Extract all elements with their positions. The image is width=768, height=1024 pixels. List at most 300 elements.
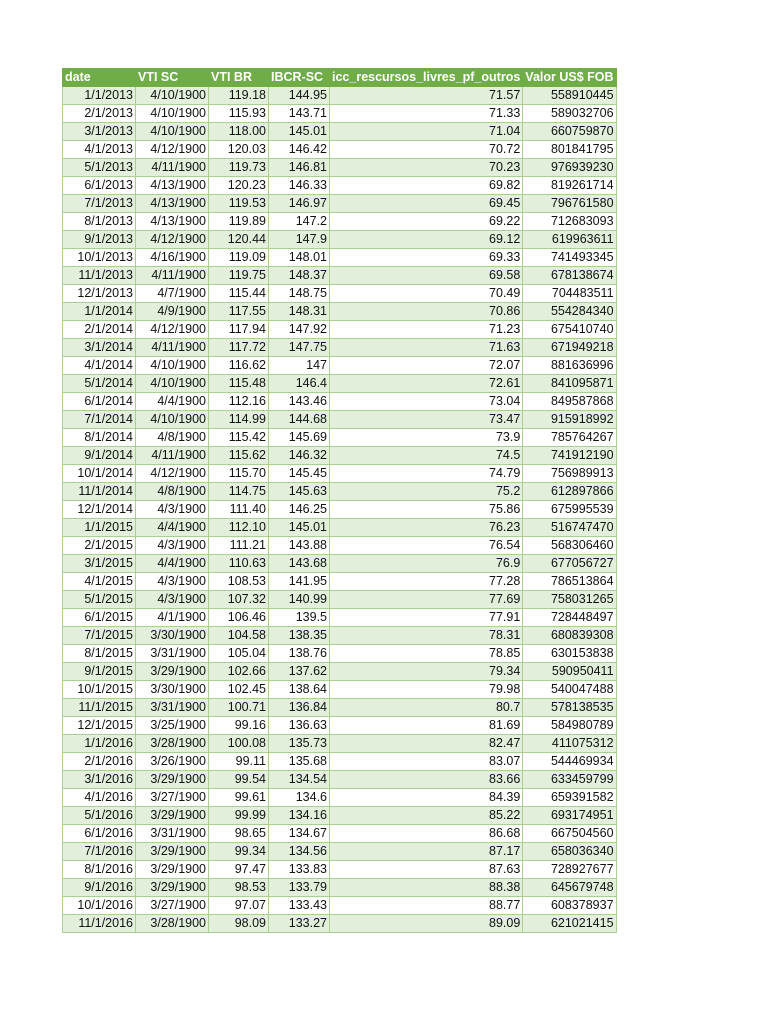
cell-date[interactable]: 1/1/2013 xyxy=(63,87,136,105)
cell-ibcr-sc[interactable]: 143.71 xyxy=(269,105,330,123)
cell-date[interactable]: 9/1/2016 xyxy=(63,879,136,897)
cell-icc[interactable]: 83.66 xyxy=(330,771,523,789)
cell-vti-sc[interactable]: 4/12/1900 xyxy=(136,231,209,249)
cell-vti-br[interactable]: 119.75 xyxy=(209,267,269,285)
cell-vti-br[interactable]: 98.53 xyxy=(209,879,269,897)
cell-valor-fob[interactable]: 819261714 xyxy=(523,177,616,195)
cell-vti-sc[interactable]: 3/29/1900 xyxy=(136,879,209,897)
cell-date[interactable]: 11/1/2015 xyxy=(63,699,136,717)
cell-vti-br[interactable]: 115.42 xyxy=(209,429,269,447)
cell-date[interactable]: 1/1/2015 xyxy=(63,519,136,537)
cell-vti-sc[interactable]: 4/10/1900 xyxy=(136,123,209,141)
cell-vti-br[interactable]: 116.62 xyxy=(209,357,269,375)
cell-icc[interactable]: 79.98 xyxy=(330,681,523,699)
cell-valor-fob[interactable]: 786513864 xyxy=(523,573,616,591)
cell-icc[interactable]: 78.31 xyxy=(330,627,523,645)
cell-valor-fob[interactable]: 881636996 xyxy=(523,357,616,375)
cell-vti-sc[interactable]: 3/27/1900 xyxy=(136,789,209,807)
cell-vti-sc[interactable]: 4/8/1900 xyxy=(136,429,209,447)
cell-date[interactable]: 1/1/2014 xyxy=(63,303,136,321)
cell-valor-fob[interactable]: 756989913 xyxy=(523,465,616,483)
cell-ibcr-sc[interactable]: 145.63 xyxy=(269,483,330,501)
cell-vti-br[interactable]: 120.23 xyxy=(209,177,269,195)
cell-date[interactable]: 7/1/2014 xyxy=(63,411,136,429)
cell-vti-br[interactable]: 114.75 xyxy=(209,483,269,501)
cell-valor-fob[interactable]: 678138674 xyxy=(523,267,616,285)
cell-vti-sc[interactable]: 4/3/1900 xyxy=(136,501,209,519)
cell-valor-fob[interactable]: 976939230 xyxy=(523,159,616,177)
cell-valor-fob[interactable]: 659391582 xyxy=(523,789,616,807)
cell-icc[interactable]: 75.86 xyxy=(330,501,523,519)
cell-date[interactable]: 3/1/2015 xyxy=(63,555,136,573)
cell-valor-fob[interactable]: 677056727 xyxy=(523,555,616,573)
cell-valor-fob[interactable]: 801841795 xyxy=(523,141,616,159)
cell-valor-fob[interactable]: 554284340 xyxy=(523,303,616,321)
cell-vti-sc[interactable]: 3/30/1900 xyxy=(136,627,209,645)
cell-ibcr-sc[interactable]: 146.81 xyxy=(269,159,330,177)
header-cell-vti-sc[interactable]: VTI SC xyxy=(136,69,209,87)
cell-vti-br[interactable]: 119.89 xyxy=(209,213,269,231)
table-row xyxy=(63,267,617,285)
cell-vti-sc[interactable]: 4/10/1900 xyxy=(136,105,209,123)
cell-date[interactable]: 3/1/2014 xyxy=(63,339,136,357)
cell-icc[interactable]: 76.23 xyxy=(330,519,523,537)
cell-date[interactable]: 1/1/2016 xyxy=(63,735,136,753)
cell-vti-br[interactable]: 112.16 xyxy=(209,393,269,411)
cell-date[interactable]: 12/1/2015 xyxy=(63,717,136,735)
cell-valor-fob[interactable]: 619963611 xyxy=(523,231,616,249)
cell-ibcr-sc[interactable]: 134.56 xyxy=(269,843,330,861)
cell-vti-sc[interactable]: 3/28/1900 xyxy=(136,915,209,933)
cell-valor-fob[interactable]: 540047488 xyxy=(523,681,616,699)
cell-date[interactable]: 12/1/2014 xyxy=(63,501,136,519)
cell-vti-sc[interactable]: 4/3/1900 xyxy=(136,591,209,609)
cell-vti-br[interactable]: 115.48 xyxy=(209,375,269,393)
cell-date[interactable]: 8/1/2016 xyxy=(63,861,136,879)
cell-vti-sc[interactable]: 3/26/1900 xyxy=(136,753,209,771)
cell-date[interactable]: 3/1/2013 xyxy=(63,123,136,141)
cell-date[interactable]: 6/1/2016 xyxy=(63,825,136,843)
cell-valor-fob[interactable]: 630153838 xyxy=(523,645,616,663)
table-row xyxy=(63,465,617,483)
cell-vti-sc[interactable]: 4/4/1900 xyxy=(136,519,209,537)
cell-vti-sc[interactable]: 4/12/1900 xyxy=(136,141,209,159)
cell-valor-fob[interactable]: 633459799 xyxy=(523,771,616,789)
cell-vti-br[interactable]: 115.62 xyxy=(209,447,269,465)
cell-icc[interactable]: 76.9 xyxy=(330,555,523,573)
cell-date[interactable]: 12/1/2013 xyxy=(63,285,136,303)
cell-vti-br[interactable]: 102.66 xyxy=(209,663,269,681)
cell-icc[interactable]: 69.45 xyxy=(330,195,523,213)
cell-vti-sc[interactable]: 4/11/1900 xyxy=(136,447,209,465)
cell-icc[interactable]: 71.33 xyxy=(330,105,523,123)
cell-ibcr-sc[interactable]: 146.42 xyxy=(269,141,330,159)
cell-vti-br[interactable]: 99.99 xyxy=(209,807,269,825)
cell-date[interactable]: 2/1/2015 xyxy=(63,537,136,555)
cell-date[interactable]: 8/1/2014 xyxy=(63,429,136,447)
cell-vti-br[interactable]: 99.16 xyxy=(209,717,269,735)
cell-vti-sc[interactable]: 4/1/1900 xyxy=(136,609,209,627)
cell-valor-fob[interactable]: 693174951 xyxy=(523,807,616,825)
cell-vti-sc[interactable]: 4/11/1900 xyxy=(136,339,209,357)
cell-icc[interactable]: 73.47 xyxy=(330,411,523,429)
cell-vti-br[interactable]: 108.53 xyxy=(209,573,269,591)
cell-ibcr-sc[interactable]: 148.31 xyxy=(269,303,330,321)
cell-valor-fob[interactable]: 584980789 xyxy=(523,717,616,735)
cell-valor-fob[interactable]: 671949218 xyxy=(523,339,616,357)
cell-date[interactable]: 6/1/2015 xyxy=(63,609,136,627)
header-cell-date[interactable]: date xyxy=(63,69,136,87)
cell-ibcr-sc[interactable]: 147 xyxy=(269,357,330,375)
cell-vti-br[interactable]: 105.04 xyxy=(209,645,269,663)
cell-icc[interactable]: 89.09 xyxy=(330,915,523,933)
cell-date[interactable]: 5/1/2016 xyxy=(63,807,136,825)
cell-icc[interactable]: 87.63 xyxy=(330,861,523,879)
cell-vti-sc[interactable]: 4/13/1900 xyxy=(136,177,209,195)
cell-icc[interactable]: 71.04 xyxy=(330,123,523,141)
cell-vti-sc[interactable]: 4/9/1900 xyxy=(136,303,209,321)
cell-ibcr-sc[interactable]: 134.67 xyxy=(269,825,330,843)
table-row xyxy=(63,159,617,177)
cell-ibcr-sc[interactable]: 147.75 xyxy=(269,339,330,357)
cell-date[interactable]: 7/1/2016 xyxy=(63,843,136,861)
cell-date[interactable]: 8/1/2015 xyxy=(63,645,136,663)
cell-vti-sc[interactable]: 4/10/1900 xyxy=(136,375,209,393)
cell-icc[interactable]: 77.91 xyxy=(330,609,523,627)
cell-date[interactable]: 9/1/2014 xyxy=(63,447,136,465)
cell-icc[interactable]: 77.28 xyxy=(330,573,523,591)
cell-vti-sc[interactable]: 3/27/1900 xyxy=(136,897,209,915)
cell-vti-br[interactable]: 99.54 xyxy=(209,771,269,789)
cell-vti-br[interactable]: 117.94 xyxy=(209,321,269,339)
cell-icc[interactable]: 70.72 xyxy=(330,141,523,159)
cell-valor-fob[interactable]: 675995539 xyxy=(523,501,616,519)
cell-ibcr-sc[interactable]: 136.63 xyxy=(269,717,330,735)
cell-ibcr-sc[interactable]: 133.27 xyxy=(269,915,330,933)
cell-vti-br[interactable]: 112.10 xyxy=(209,519,269,537)
cell-date[interactable]: 7/1/2015 xyxy=(63,627,136,645)
cell-icc[interactable]: 70.86 xyxy=(330,303,523,321)
cell-icc[interactable]: 88.77 xyxy=(330,897,523,915)
cell-vti-br[interactable]: 120.44 xyxy=(209,231,269,249)
cell-ibcr-sc[interactable]: 135.68 xyxy=(269,753,330,771)
cell-date[interactable]: 3/1/2016 xyxy=(63,771,136,789)
cell-icc[interactable]: 69.22 xyxy=(330,213,523,231)
cell-ibcr-sc[interactable]: 145.69 xyxy=(269,429,330,447)
table-row xyxy=(63,87,617,105)
cell-ibcr-sc[interactable]: 138.76 xyxy=(269,645,330,663)
cell-ibcr-sc[interactable]: 134.16 xyxy=(269,807,330,825)
cell-date[interactable]: 11/1/2016 xyxy=(63,915,136,933)
cell-vti-sc[interactable]: 4/12/1900 xyxy=(136,465,209,483)
cell-icc[interactable]: 75.2 xyxy=(330,483,523,501)
cell-valor-fob[interactable]: 658036340 xyxy=(523,843,616,861)
cell-vti-br[interactable]: 117.72 xyxy=(209,339,269,357)
table-row xyxy=(63,285,617,303)
cell-vti-sc[interactable]: 4/16/1900 xyxy=(136,249,209,267)
cell-date[interactable]: 7/1/2013 xyxy=(63,195,136,213)
cell-ibcr-sc[interactable]: 138.64 xyxy=(269,681,330,699)
cell-date[interactable]: 4/1/2014 xyxy=(63,357,136,375)
cell-ibcr-sc[interactable]: 144.68 xyxy=(269,411,330,429)
cell-date[interactable]: 10/1/2013 xyxy=(63,249,136,267)
cell-vti-sc[interactable]: 3/29/1900 xyxy=(136,807,209,825)
cell-ibcr-sc[interactable]: 148.01 xyxy=(269,249,330,267)
cell-date[interactable]: 4/1/2013 xyxy=(63,141,136,159)
header-cell-icc[interactable]: icc_rescursos_livres_pf_outros xyxy=(330,69,523,87)
header-cell-valor-fob[interactable]: Valor US$ FOB xyxy=(523,69,616,87)
cell-icc[interactable]: 84.39 xyxy=(330,789,523,807)
cell-vti-br[interactable]: 119.73 xyxy=(209,159,269,177)
header-cell-vti-br[interactable]: VTI BR xyxy=(209,69,269,87)
cell-icc[interactable]: 86.68 xyxy=(330,825,523,843)
cell-valor-fob[interactable]: 608378937 xyxy=(523,897,616,915)
cell-date[interactable]: 6/1/2014 xyxy=(63,393,136,411)
cell-valor-fob[interactable]: 741493345 xyxy=(523,249,616,267)
cell-ibcr-sc[interactable]: 146.33 xyxy=(269,177,330,195)
cell-ibcr-sc[interactable]: 133.43 xyxy=(269,897,330,915)
cell-icc[interactable]: 85.22 xyxy=(330,807,523,825)
cell-vti-sc[interactable]: 3/29/1900 xyxy=(136,771,209,789)
cell-vti-br[interactable]: 118.00 xyxy=(209,123,269,141)
cell-ibcr-sc[interactable]: 138.35 xyxy=(269,627,330,645)
cell-ibcr-sc[interactable]: 144.95 xyxy=(269,87,330,105)
cell-vti-br[interactable]: 115.44 xyxy=(209,285,269,303)
cell-ibcr-sc[interactable]: 146.32 xyxy=(269,447,330,465)
cell-date[interactable]: 2/1/2014 xyxy=(63,321,136,339)
cell-vti-br[interactable]: 119.09 xyxy=(209,249,269,267)
table-row xyxy=(63,177,617,195)
cell-icc[interactable]: 73.04 xyxy=(330,393,523,411)
cell-icc[interactable]: 82.47 xyxy=(330,735,523,753)
cell-vti-sc[interactable]: 4/13/1900 xyxy=(136,195,209,213)
cell-ibcr-sc[interactable]: 147.92 xyxy=(269,321,330,339)
table-row xyxy=(63,429,617,447)
cell-date[interactable]: 5/1/2014 xyxy=(63,375,136,393)
cell-icc[interactable]: 76.54 xyxy=(330,537,523,555)
cell-vti-br[interactable]: 106.46 xyxy=(209,609,269,627)
cell-icc[interactable]: 88.38 xyxy=(330,879,523,897)
cell-icc[interactable]: 78.85 xyxy=(330,645,523,663)
cell-vti-br[interactable]: 107.32 xyxy=(209,591,269,609)
cell-icc[interactable]: 73.9 xyxy=(330,429,523,447)
table-row xyxy=(63,645,617,663)
cell-icc[interactable]: 72.07 xyxy=(330,357,523,375)
cell-icc[interactable]: 83.07 xyxy=(330,753,523,771)
cell-vti-sc[interactable]: 4/10/1900 xyxy=(136,87,209,105)
cell-valor-fob[interactable]: 915918992 xyxy=(523,411,616,429)
cell-vti-sc[interactable]: 4/12/1900 xyxy=(136,321,209,339)
cell-vti-br[interactable]: 114.99 xyxy=(209,411,269,429)
cell-vti-br[interactable]: 97.47 xyxy=(209,861,269,879)
cell-icc[interactable]: 80.7 xyxy=(330,699,523,717)
cell-vti-sc[interactable]: 3/29/1900 xyxy=(136,843,209,861)
cell-valor-fob[interactable]: 680839308 xyxy=(523,627,616,645)
cell-ibcr-sc[interactable]: 141.95 xyxy=(269,573,330,591)
cell-date[interactable]: 2/1/2013 xyxy=(63,105,136,123)
cell-date[interactable]: 10/1/2015 xyxy=(63,681,136,699)
cell-valor-fob[interactable]: 849587868 xyxy=(523,393,616,411)
cell-ibcr-sc[interactable]: 146.25 xyxy=(269,501,330,519)
cell-icc[interactable]: 71.63 xyxy=(330,339,523,357)
cell-vti-br[interactable]: 117.55 xyxy=(209,303,269,321)
cell-vti-sc[interactable]: 4/11/1900 xyxy=(136,267,209,285)
cell-vti-sc[interactable]: 4/10/1900 xyxy=(136,357,209,375)
cell-icc[interactable]: 69.58 xyxy=(330,267,523,285)
cell-valor-fob[interactable]: 589032706 xyxy=(523,105,616,123)
cell-vti-sc[interactable]: 3/29/1900 xyxy=(136,663,209,681)
cell-vti-sc[interactable]: 4/3/1900 xyxy=(136,537,209,555)
cell-vti-sc[interactable]: 3/31/1900 xyxy=(136,825,209,843)
cell-ibcr-sc[interactable]: 145.01 xyxy=(269,123,330,141)
cell-vti-br[interactable]: 102.45 xyxy=(209,681,269,699)
cell-vti-br[interactable]: 97.07 xyxy=(209,897,269,915)
cell-ibcr-sc[interactable]: 145.01 xyxy=(269,519,330,537)
cell-date[interactable]: 5/1/2013 xyxy=(63,159,136,177)
cell-ibcr-sc[interactable]: 134.54 xyxy=(269,771,330,789)
cell-vti-br[interactable]: 119.18 xyxy=(209,87,269,105)
cell-icc[interactable]: 74.5 xyxy=(330,447,523,465)
cell-vti-br[interactable]: 98.09 xyxy=(209,915,269,933)
table-row xyxy=(63,537,617,555)
cell-vti-sc[interactable]: 4/10/1900 xyxy=(136,411,209,429)
cell-date[interactable]: 2/1/2016 xyxy=(63,753,136,771)
cell-valor-fob[interactable]: 785764267 xyxy=(523,429,616,447)
cell-date[interactable]: 9/1/2015 xyxy=(63,663,136,681)
cell-icc[interactable]: 69.12 xyxy=(330,231,523,249)
cell-vti-sc[interactable]: 3/29/1900 xyxy=(136,861,209,879)
cell-vti-sc[interactable]: 4/4/1900 xyxy=(136,393,209,411)
cell-icc[interactable]: 70.23 xyxy=(330,159,523,177)
cell-ibcr-sc[interactable]: 133.79 xyxy=(269,879,330,897)
cell-ibcr-sc[interactable]: 147.2 xyxy=(269,213,330,231)
cell-icc[interactable]: 79.34 xyxy=(330,663,523,681)
cell-vti-sc[interactable]: 3/31/1900 xyxy=(136,645,209,663)
cell-valor-fob[interactable]: 758031265 xyxy=(523,591,616,609)
cell-vti-br[interactable]: 115.93 xyxy=(209,105,269,123)
cell-ibcr-sc[interactable]: 145.45 xyxy=(269,465,330,483)
cell-valor-fob[interactable]: 645679748 xyxy=(523,879,616,897)
cell-vti-br[interactable]: 104.58 xyxy=(209,627,269,645)
cell-vti-br[interactable]: 99.61 xyxy=(209,789,269,807)
cell-vti-sc[interactable]: 4/4/1900 xyxy=(136,555,209,573)
header-cell-ibcr-sc[interactable]: IBCR-SC xyxy=(269,69,330,87)
cell-ibcr-sc[interactable]: 133.83 xyxy=(269,861,330,879)
cell-valor-fob[interactable]: 558910445 xyxy=(523,87,616,105)
cell-date[interactable]: 4/1/2015 xyxy=(63,573,136,591)
cell-valor-fob[interactable]: 728927677 xyxy=(523,861,616,879)
cell-ibcr-sc[interactable]: 148.75 xyxy=(269,285,330,303)
cell-vti-sc[interactable]: 3/31/1900 xyxy=(136,699,209,717)
cell-icc[interactable]: 69.82 xyxy=(330,177,523,195)
cell-valor-fob[interactable]: 578138535 xyxy=(523,699,616,717)
cell-valor-fob[interactable]: 660759870 xyxy=(523,123,616,141)
cell-icc[interactable]: 72.61 xyxy=(330,375,523,393)
cell-valor-fob[interactable]: 544469934 xyxy=(523,753,616,771)
cell-icc[interactable]: 87.17 xyxy=(330,843,523,861)
cell-valor-fob[interactable]: 728448497 xyxy=(523,609,616,627)
cell-ibcr-sc[interactable]: 148.37 xyxy=(269,267,330,285)
cell-vti-sc[interactable]: 3/30/1900 xyxy=(136,681,209,699)
cell-ibcr-sc[interactable]: 139.5 xyxy=(269,609,330,627)
cell-vti-br[interactable]: 100.08 xyxy=(209,735,269,753)
cell-ibcr-sc[interactable]: 136.84 xyxy=(269,699,330,717)
cell-date[interactable]: 10/1/2016 xyxy=(63,897,136,915)
cell-vti-br[interactable]: 111.21 xyxy=(209,537,269,555)
cell-valor-fob[interactable]: 667504560 xyxy=(523,825,616,843)
cell-vti-br[interactable]: 99.34 xyxy=(209,843,269,861)
cell-valor-fob[interactable]: 841095871 xyxy=(523,375,616,393)
cell-ibcr-sc[interactable]: 147.9 xyxy=(269,231,330,249)
cell-vti-br[interactable]: 115.70 xyxy=(209,465,269,483)
cell-vti-br[interactable]: 120.03 xyxy=(209,141,269,159)
cell-vti-sc[interactable]: 4/13/1900 xyxy=(136,213,209,231)
cell-icc[interactable]: 70.49 xyxy=(330,285,523,303)
cell-valor-fob[interactable]: 741912190 xyxy=(523,447,616,465)
cell-valor-fob[interactable]: 590950411 xyxy=(523,663,616,681)
cell-icc[interactable]: 71.23 xyxy=(330,321,523,339)
cell-icc[interactable]: 71.57 xyxy=(330,87,523,105)
cell-valor-fob[interactable]: 612897866 xyxy=(523,483,616,501)
cell-date[interactable]: 8/1/2013 xyxy=(63,213,136,231)
cell-vti-sc[interactable]: 4/3/1900 xyxy=(136,573,209,591)
cell-valor-fob[interactable]: 704483511 xyxy=(523,285,616,303)
cell-ibcr-sc[interactable]: 143.46 xyxy=(269,393,330,411)
cell-valor-fob[interactable]: 712683093 xyxy=(523,213,616,231)
cell-icc[interactable]: 77.69 xyxy=(330,591,523,609)
cell-date[interactable]: 10/1/2014 xyxy=(63,465,136,483)
cell-ibcr-sc[interactable]: 134.6 xyxy=(269,789,330,807)
cell-ibcr-sc[interactable]: 146.4 xyxy=(269,375,330,393)
cell-ibcr-sc[interactable]: 143.88 xyxy=(269,537,330,555)
cell-vti-sc[interactable]: 4/7/1900 xyxy=(136,285,209,303)
table-row xyxy=(63,357,617,375)
cell-date[interactable]: 11/1/2013 xyxy=(63,267,136,285)
cell-valor-fob[interactable]: 516747470 xyxy=(523,519,616,537)
cell-vti-sc[interactable]: 4/8/1900 xyxy=(136,483,209,501)
cell-vti-br[interactable]: 119.53 xyxy=(209,195,269,213)
cell-vti-sc[interactable]: 3/25/1900 xyxy=(136,717,209,735)
cell-ibcr-sc[interactable]: 140.99 xyxy=(269,591,330,609)
cell-valor-fob[interactable]: 621021415 xyxy=(523,915,616,933)
cell-vti-br[interactable]: 100.71 xyxy=(209,699,269,717)
cell-vti-br[interactable]: 111.40 xyxy=(209,501,269,519)
cell-vti-br[interactable]: 110.63 xyxy=(209,555,269,573)
cell-date[interactable]: 5/1/2015 xyxy=(63,591,136,609)
cell-valor-fob[interactable]: 411075312 xyxy=(523,735,616,753)
cell-icc[interactable]: 69.33 xyxy=(330,249,523,267)
table-row xyxy=(63,663,617,681)
cell-valor-fob[interactable]: 568306460 xyxy=(523,537,616,555)
cell-icc[interactable]: 81.69 xyxy=(330,717,523,735)
cell-date[interactable]: 9/1/2013 xyxy=(63,231,136,249)
cell-date[interactable]: 6/1/2013 xyxy=(63,177,136,195)
cell-date[interactable]: 4/1/2016 xyxy=(63,789,136,807)
cell-date[interactable]: 11/1/2014 xyxy=(63,483,136,501)
cell-vti-sc[interactable]: 3/28/1900 xyxy=(136,735,209,753)
cell-ibcr-sc[interactable]: 146.97 xyxy=(269,195,330,213)
cell-valor-fob[interactable]: 675410740 xyxy=(523,321,616,339)
cell-ibcr-sc[interactable]: 143.68 xyxy=(269,555,330,573)
cell-vti-br[interactable]: 98.65 xyxy=(209,825,269,843)
cell-vti-sc[interactable]: 4/11/1900 xyxy=(136,159,209,177)
cell-ibcr-sc[interactable]: 137.62 xyxy=(269,663,330,681)
cell-ibcr-sc[interactable]: 135.73 xyxy=(269,735,330,753)
cell-icc[interactable]: 74.79 xyxy=(330,465,523,483)
cell-valor-fob[interactable]: 796761580 xyxy=(523,195,616,213)
table-row xyxy=(63,195,617,213)
cell-vti-br[interactable]: 99.11 xyxy=(209,753,269,771)
